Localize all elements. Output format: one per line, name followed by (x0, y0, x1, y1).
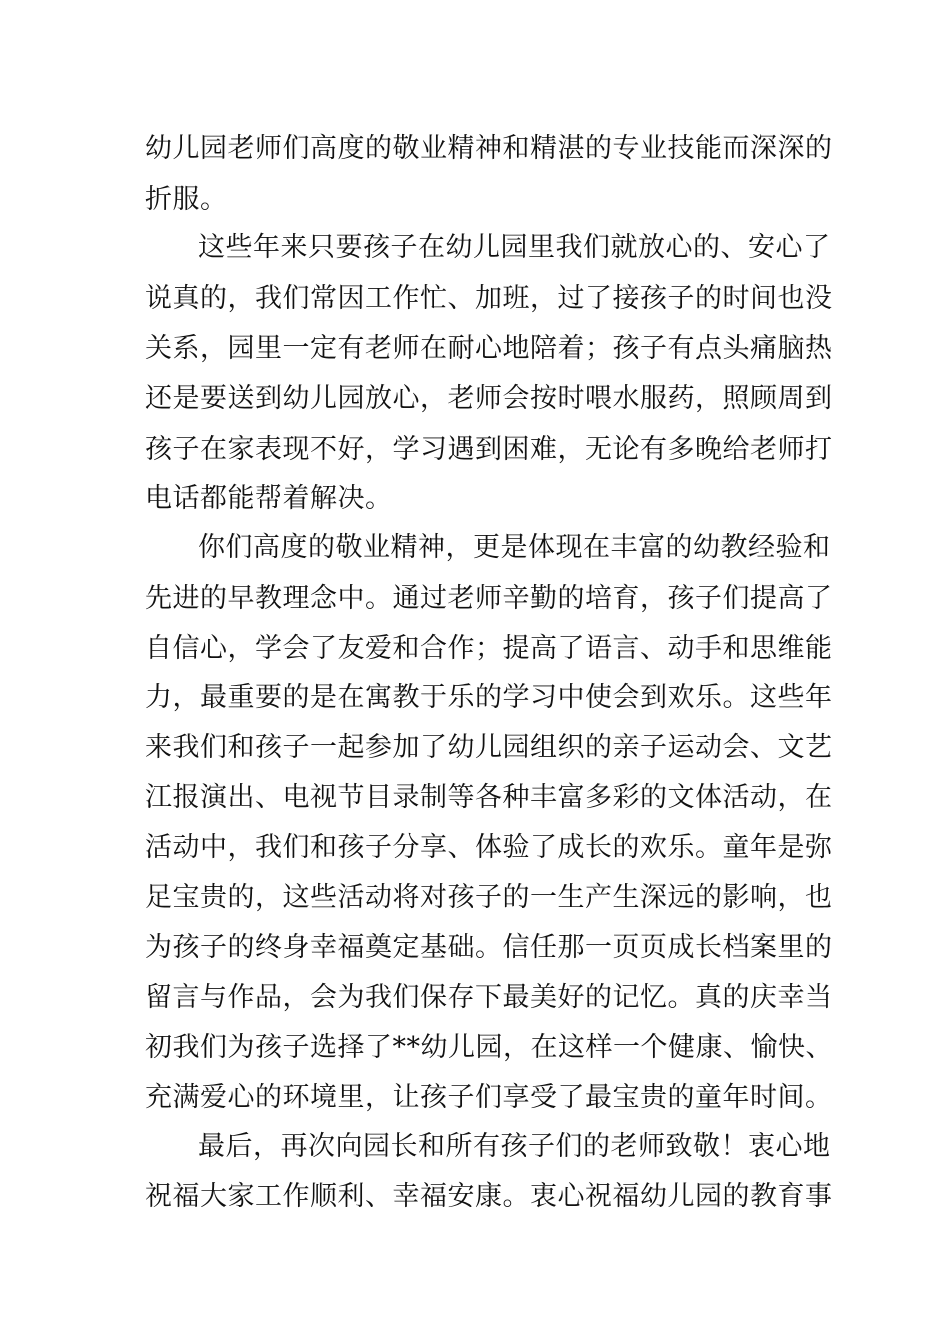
text-line: 来我们和孩子一起参加了幼儿园组织的亲子运动会、文艺 (145, 732, 833, 763)
text-line: 江报演出、电视节目录制等各种丰富多彩的文体活动，在 (145, 782, 833, 813)
paragraph-first-line: 最后，再次向园长和所有孩子们的老师致敬！衷心地 (198, 1131, 831, 1162)
text-line: 幼儿园老师们高度的敬业精神和精湛的专业技能而深深的 (145, 133, 833, 164)
paragraph-first-line: 你们高度的敬业精神，更是体现在丰富的幼教经验和 (198, 532, 831, 563)
text-line: 力，最重要的是在寓教于乐的学习中使会到欢乐。这些年 (145, 682, 833, 713)
text-line: 充满爱心的环境里，让孩子们享受了最宝贵的童年时间。 (145, 1082, 833, 1113)
text-line: 足宝贵的，这些活动将对孩子的一生产生深远的影响，也 (145, 882, 833, 913)
text-line: 电话都能帮着解决。 (145, 483, 393, 514)
text-line: 祝福大家工作顺利、幸福安康。衷心祝福幼儿园的教育事 (145, 1181, 833, 1212)
text-line: 说真的，我们常因工作忙、加班，过了接孩子的时间也没 (145, 283, 833, 314)
text-line: 孩子在家表现不好，学习遇到困难，无论有多晚给老师打 (145, 434, 833, 465)
text-line: 折服。 (145, 184, 228, 215)
paragraph-first-line: 这些年来只要孩子在幼儿园里我们就放心的、安心了 (198, 232, 831, 263)
text-line: 初我们为孩子选择了**幼儿园，在这样一个健康、愉快、 (145, 1032, 833, 1063)
text-line: 自信心，学会了友爱和合作；提高了语言、动手和思维能 (145, 633, 833, 664)
text-line: 先进的早教理念中。通过老师辛勤的培育，孩子们提高了 (145, 583, 833, 614)
text-line: 为孩子的终身幸福奠定基础。信任那一页页成长档案里的 (145, 932, 833, 963)
text-line: 留言与作品，会为我们保存下最美好的记忆。真的庆幸当 (145, 982, 833, 1013)
text-line: 关系，园里一定有老师在耐心地陪着；孩子有点头痛脑热 (145, 333, 833, 364)
text-line: 活动中，我们和孩子分享、体验了成长的欢乐。童年是弥 (145, 832, 833, 863)
text-line: 还是要送到幼儿园放心，老师会按时喂水服药，照顾周到 (145, 383, 833, 414)
